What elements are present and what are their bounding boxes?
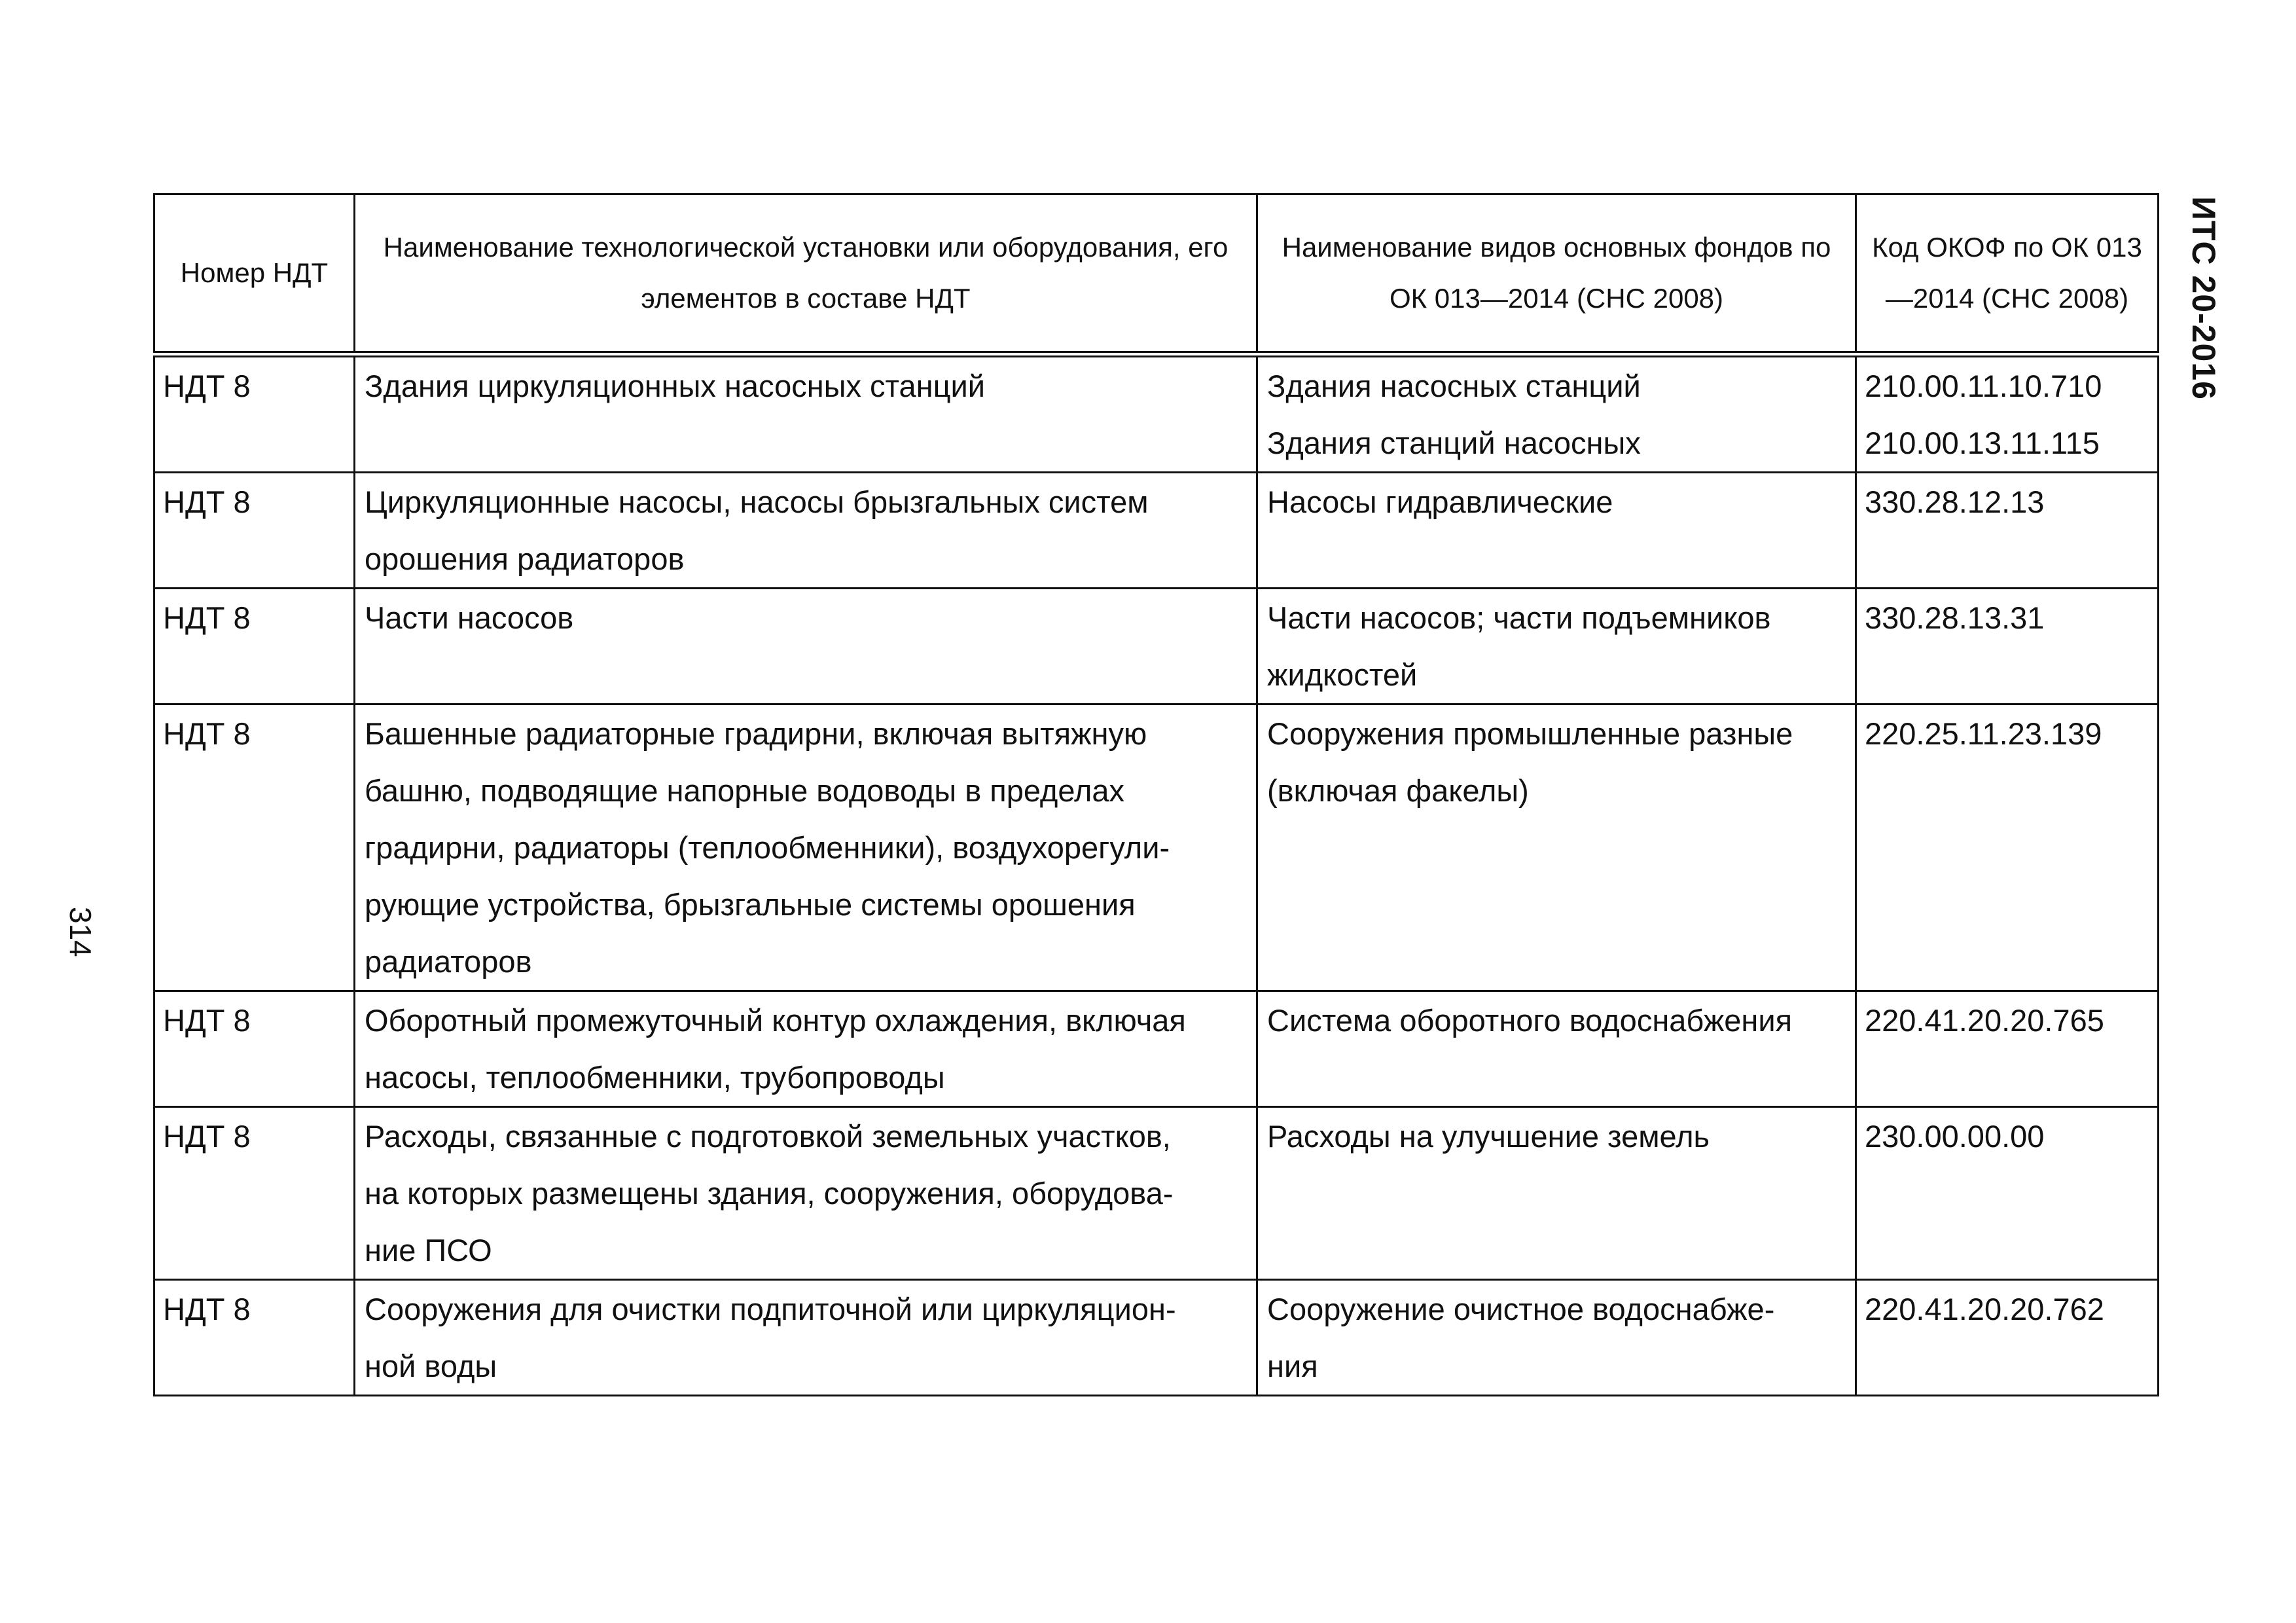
okof-classification-table [153, 193, 2159, 1396]
cell-fund-type: Система оборотного водоснабжения [1257, 991, 1856, 1106]
page-number: 314 [63, 907, 98, 957]
cell-okof-code: 220.41.20.20.765 [1856, 991, 2159, 1106]
cell-okof-code: 210.00.11.10.710 210.00.13.11.115 [1856, 354, 2159, 473]
cell-fund-type: Сооружения промышленные разные (включая факелы) [1257, 704, 1856, 991]
column-header-fund-type: Наименование видов основных фондов по ОК 013—2014 (СНС 2008) [1257, 194, 1856, 354]
table-row [154, 354, 2159, 473]
cell-okof-code: 220.25.11.23.139 [1856, 704, 2159, 991]
table-row [154, 588, 2159, 704]
cell-fund-type: Части насосов; части подъемников жидкостей [1257, 588, 1856, 704]
table-header-row [154, 194, 2159, 354]
table-row [154, 991, 2159, 1106]
table-row [154, 704, 2159, 991]
cell-fund-type: Сооружение очистное водоснабже- ния [1257, 1279, 1856, 1395]
cell-equipment: Сооружения для очистки подпиточной или циркуляцион- ной воды [355, 1279, 1257, 1395]
cell-ndt-number: НДТ 8 [154, 1106, 355, 1279]
cell-equipment: Башенные радиаторные градирни, включая вытяжную башню, подводящие напорные водоводы в пределах градирни, радиаторы (теплообменники), воздухорегули- рующие устройства, брызгальные системы орошения радиаторов [355, 704, 1257, 991]
cell-okof-code: 330.28.13.31 [1856, 588, 2159, 704]
cell-equipment: Части насосов [355, 588, 1257, 704]
cell-equipment: Оборотный промежуточный контур охлаждения, включая насосы, теплообменники, трубопроводы [355, 991, 1257, 1106]
cell-equipment: Циркуляционные насосы, насосы брызгальных систем орошения радиаторов [355, 472, 1257, 588]
cell-ndt-number: НДТ 8 [154, 588, 355, 704]
cell-equipment: Расходы, связанные с подготовкой земельных участков, на которых размещены здания, сооружения, оборудова- ние ПСО [355, 1106, 1257, 1279]
cell-ndt-number: НДТ 8 [154, 1279, 355, 1395]
document-header-id: ИТС 20-2016 [2185, 196, 2222, 400]
cell-ndt-number: НДТ 8 [154, 472, 355, 588]
cell-equipment: Здания циркуляционных насосных станций [355, 354, 1257, 473]
cell-fund-type: Здания насосных станций Здания станций насосных [1257, 354, 1856, 473]
column-header-ndt-number: Номер НДТ [154, 194, 355, 354]
table-row [154, 1279, 2159, 1395]
cell-okof-code: 220.41.20.20.762 [1856, 1279, 2159, 1395]
cell-ndt-number: НДТ 8 [154, 354, 355, 473]
cell-fund-type: Насосы гидравлические [1257, 472, 1856, 588]
table-row [154, 1106, 2159, 1279]
cell-okof-code: 230.00.00.00 [1856, 1106, 2159, 1279]
cell-fund-type: Расходы на улучшение земель [1257, 1106, 1856, 1279]
table-row [154, 472, 2159, 588]
column-header-okof-code: Код ОКОФ по ОК 013—2014 (СНС 2008) [1856, 194, 2159, 354]
column-header-equipment: Наименование технологической установки или оборудования, его элементов в составе НДТ [355, 194, 1257, 354]
cell-ndt-number: НДТ 8 [154, 991, 355, 1106]
cell-okof-code: 330.28.12.13 [1856, 472, 2159, 588]
cell-ndt-number: НДТ 8 [154, 704, 355, 991]
